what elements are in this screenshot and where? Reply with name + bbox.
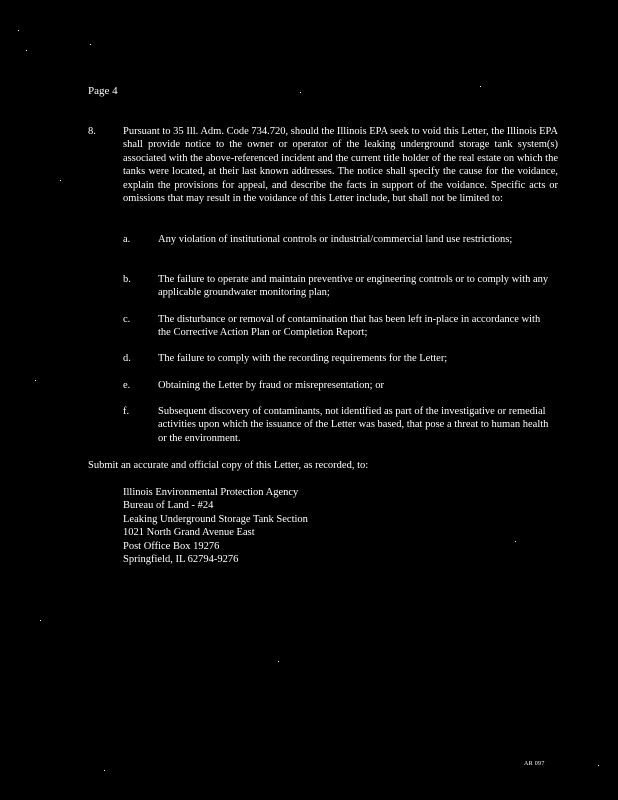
list-item-letter: f.: [123, 406, 130, 417]
list-item-letter: e.: [123, 380, 131, 391]
list-item-text: The failure to operate and maintain preventive or engineering controls or to comply with any applicable groundwater monitoring plan;: [158, 274, 549, 299]
scan-speck: [598, 765, 599, 766]
scan-speck: [278, 661, 279, 662]
scan-speck: [90, 44, 91, 45]
submit-instruction: Submit an accurate and official copy of this Letter, as recorded, to:: [88, 460, 369, 471]
document-code: AR 097: [524, 761, 545, 767]
scan-speck: [40, 620, 41, 621]
address-line: Bureau of Land - #24: [123, 500, 214, 512]
paragraph-text: Pursuant to 35 Ill. Adm. Code 734.720, should the Illinois EPA seek to void this Letter, the Illinois EPA shall provide notice to the owner or operator of the leaking underground storage tank system(s) associated with the above-referenced incident and the current title holder of the real estate on which the tanks were located, at their last known addresses. The notice shall specify the cause for the voidance, explain the provisions for appeal, and describe the facts in support of the voidance. Specific acts or omissions that may result in the voidance of this Letter include, but shall not be limited to:: [123, 126, 558, 205]
paragraph-number: 8.: [88, 126, 96, 137]
scan-speck: [35, 380, 36, 381]
list-item-letter: a.: [123, 234, 131, 245]
list-item-f: [123, 405, 555, 445]
list-item-text: Any violation of institutional controls or industrial/commercial land use restrictions;: [158, 234, 513, 245]
list-item-letter: d.: [123, 353, 131, 364]
address-line: Illinois Environmental Protection Agency: [123, 487, 299, 498]
list-item-b: [123, 273, 555, 300]
list-item-letter: c.: [123, 314, 131, 325]
page-number: Page 4: [88, 85, 118, 97]
list-item-e: [123, 379, 555, 392]
address-line: Springfield, IL 62794-9276: [123, 554, 239, 566]
list-item-letter: b.: [123, 274, 131, 285]
scan-speck: [515, 541, 516, 542]
address-line: Leaking Underground Storage Tank Section: [123, 513, 308, 525]
scan-speck: [60, 180, 61, 181]
list-item-text: Obtaining the Letter by fraud or misrepresentation; or: [158, 380, 384, 391]
address-line: Post Office Box 19276: [123, 540, 220, 552]
list-item-text: The disturbance or removal of contamination that has been left in-place in accordance with the Corrective Action Plan or Completion Report;: [158, 314, 541, 339]
paragraph-8: [88, 125, 558, 205]
list-item-a: [123, 233, 555, 246]
scan-speck: [26, 50, 27, 51]
list-item-text: The failure to comply with the recording requirements for the Letter;: [158, 353, 448, 364]
address-line: 1021 North Grand Avenue East: [123, 527, 255, 539]
scan-speck: [300, 92, 301, 93]
list-item-text: Subsequent discovery of contaminants, not identified as part of the investigative or remedial activities upon which the issuance of the Letter was based, that pose a threat to human health or the environment.: [158, 406, 549, 444]
list-item-c: [123, 313, 555, 340]
list-item-d: [123, 352, 555, 365]
mailing-address: [123, 486, 308, 566]
scan-speck: [18, 30, 19, 31]
scan-speck: [104, 770, 105, 771]
scan-speck: [480, 86, 481, 87]
